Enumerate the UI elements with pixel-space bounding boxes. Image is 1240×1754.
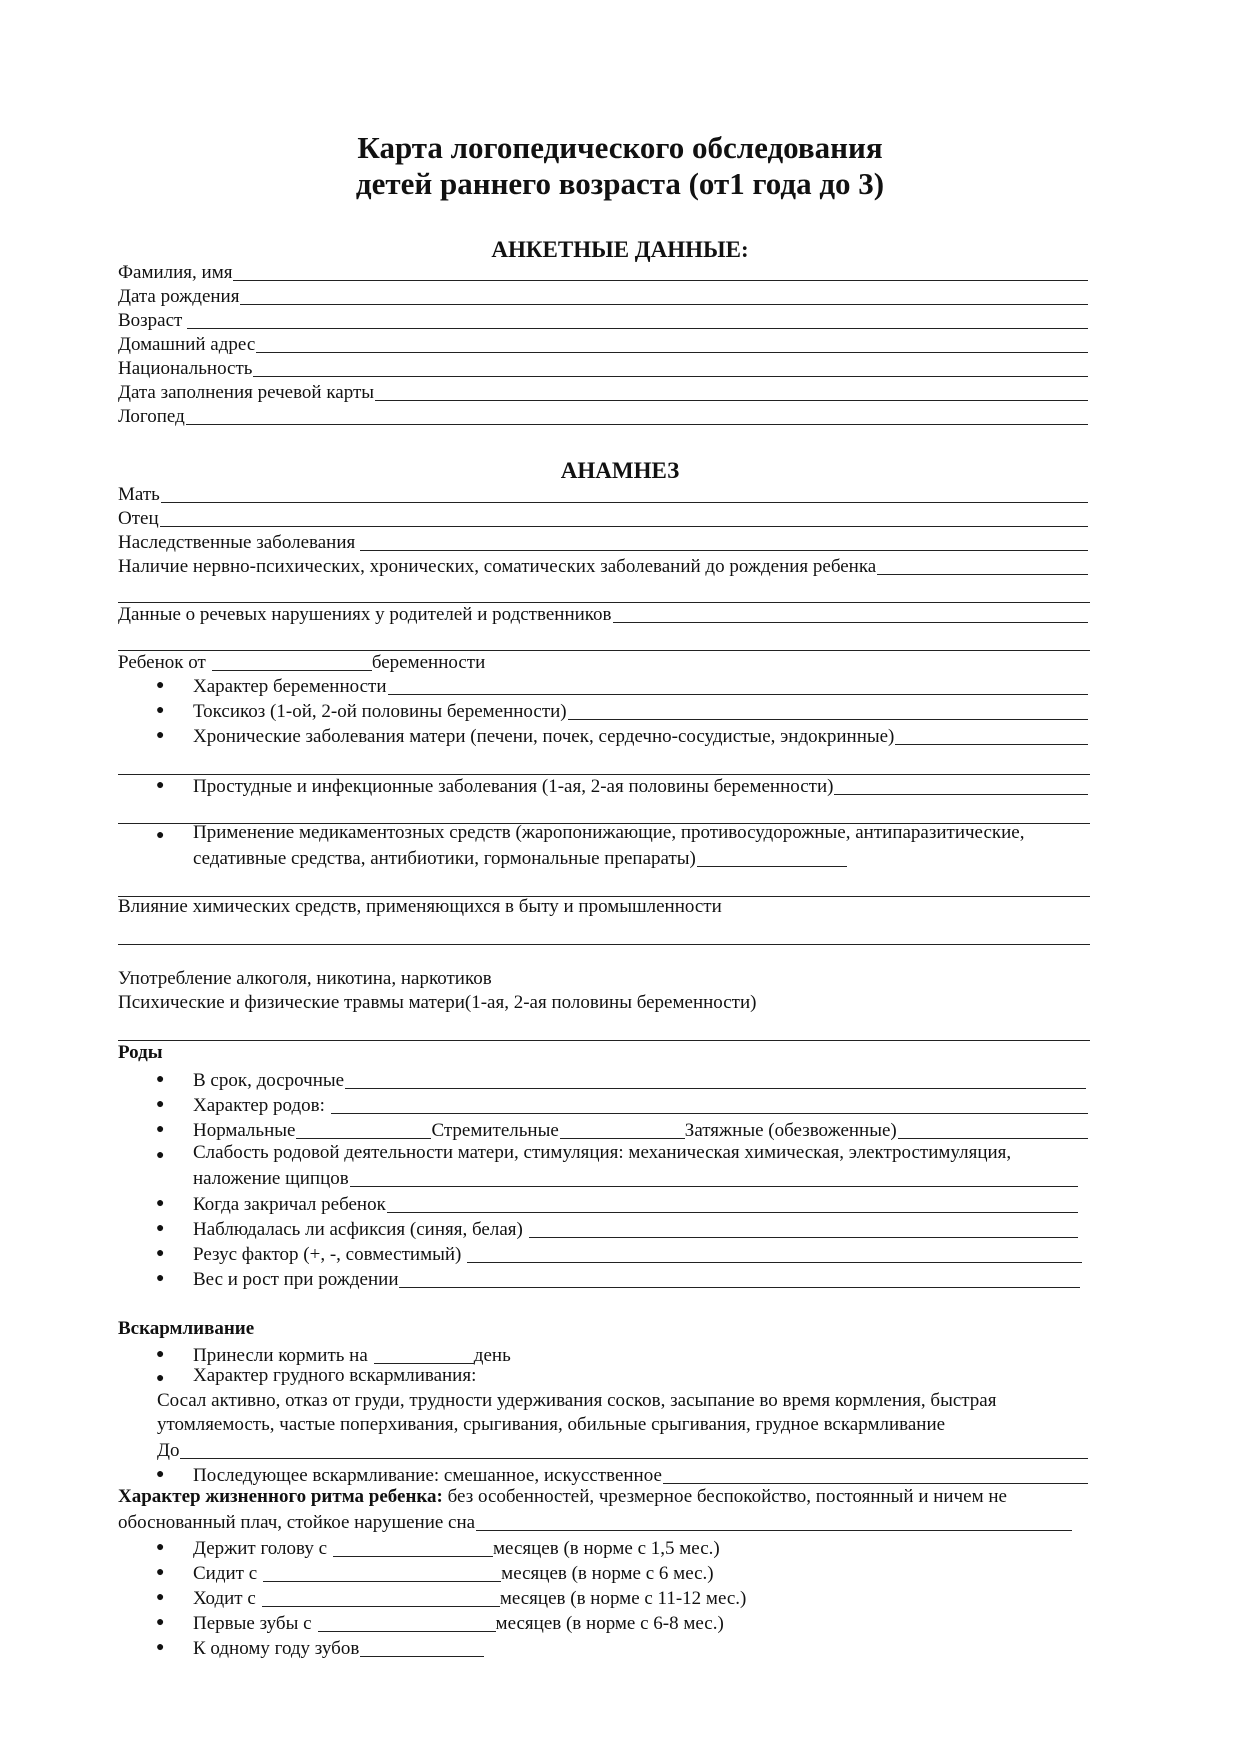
breast-character-label: Характер грудного вскармливания: [193,1365,477,1386]
field-line[interactable] [568,719,1088,720]
bullet-icon: ● [156,1615,165,1630]
field-label: До [157,1440,180,1461]
field-line[interactable] [467,1262,1082,1263]
field-line[interactable] [212,670,372,671]
bullet-icon: ● [156,1148,165,1163]
field-line[interactable] [345,1088,1086,1089]
field-label: Наблюдалась ли асфиксия (синяя, белая) [193,1219,523,1240]
field-label: Первые зубы с [193,1613,312,1634]
field-line[interactable] [318,1631,496,1632]
breast-line-1: Сосал активно, отказ от груди, трудности удерживания сосков, засыпание во время кормления, быстрая [157,1390,997,1411]
field-nationality[interactable] [118,356,1088,380]
field-label: Принесли кормить на [193,1345,368,1366]
field-toxicosis[interactable] [193,699,1088,723]
bullet-icon: ● [156,1540,165,1555]
field-line[interactable] [374,1363,474,1364]
field-asphyxia[interactable] [193,1217,1088,1241]
meds-line-1: Применение медикаментозных средств (жаропонижающие, противосудорожные, антипаразитические, [193,822,1025,843]
bullet-icon: ● [156,1122,165,1137]
bullet-icon: ● [156,1467,165,1482]
field-label: Дата рождения [118,286,240,307]
field-line[interactable] [333,1556,493,1557]
field-colds[interactable] [193,774,1088,798]
field-sits[interactable] [193,1561,1088,1585]
field-label: месяцев (в норме с 11-12 мес.) [499,1588,747,1609]
bullet-icon: ● [156,1565,165,1580]
rhythm-line-1 [118,1486,1007,1508]
birth-heading: Роды [118,1042,163,1063]
weakness-line-1: Слабость родовой деятельности матери, стимуляция: механическая химическая, электростимуляция, [193,1142,1012,1163]
field-label: Характер родов: [193,1095,325,1116]
field-address[interactable] [118,332,1088,356]
feeding-heading: Вскармливание [118,1318,255,1339]
field-age[interactable] [118,308,1088,332]
field-label: месяцев (в норме с 6-8 мес.) [495,1613,724,1634]
field-label: Нормальные [193,1120,296,1141]
field-label: день [473,1345,511,1366]
field-breast-until[interactable] [157,1438,1088,1462]
field-teeth-by-year[interactable] [193,1636,1088,1660]
field-label: Отец [118,508,159,529]
field-line[interactable] [160,526,1088,527]
field-label: Хронические заболевания матери (печени, почек, сердечно-сосудистые, эндокринные) [193,726,895,747]
breast-line-2: утомляемость, частые поперхивания, срыгивания, обильные срыгивания, грудное вскармливание [157,1414,946,1435]
field-label: Стремительные [431,1120,559,1141]
field-label: беременности [371,652,486,673]
field-label: Простудные и инфекционные заболевания (1-ая, 2-ая половины беременности) [193,776,834,797]
field-line[interactable] [388,694,1088,695]
field-label: Национальность [118,358,253,379]
field-label: Последующее вскармливание: смешанное, искусственное [193,1465,662,1486]
field-line[interactable] [350,1186,1078,1187]
blank-line[interactable] [118,944,1090,945]
field-label: месяцев (в норме с 1,5 мес.) [493,1538,720,1559]
field-line[interactable] [256,352,1088,353]
field-line[interactable] [476,1530,1072,1531]
field-line[interactable] [375,400,1088,401]
rhythm-text: без особенностей, чрезмерное беспокойство, постоянный и ничем не [442,1486,1007,1507]
bullet-icon: ● [156,678,165,693]
field-label: Токсикоз (1-ой, 2-ой половины беременности) [193,701,567,722]
field-line[interactable] [399,1287,1080,1288]
field-label: Наличие нервно-психических, хронических, соматических заболеваний до рождения ребенка [118,556,877,577]
field-label: Затяжные (обезвоженные) [684,1120,897,1141]
field-line[interactable] [895,744,1088,745]
field-label: Сидит с [193,1563,258,1584]
bullet-icon: ● [156,1072,165,1087]
field-label: Дата заполнения речевой карты [118,382,375,403]
blank-line[interactable] [118,1040,1090,1041]
field-line[interactable] [529,1237,1078,1238]
field-line[interactable] [613,622,1088,623]
field-label: В срок, досрочные [193,1070,345,1091]
field-pregnancy-character[interactable] [193,674,1088,698]
field-label: Фамилия, имя [118,262,233,283]
field-line[interactable] [331,1113,1088,1114]
field-line[interactable] [263,1581,501,1582]
field-label: Наследственные заболевания [118,532,356,553]
field-label: наложение щипцов [193,1168,349,1189]
field-sleep-disorder[interactable] [118,1510,1072,1534]
section-heading-anamnesis: АНАМНЕЗ [560,458,680,483]
field-label: Когда закричал ребенок [193,1194,386,1215]
field-label: обоснованный плач, стойкое нарушение сна [118,1512,476,1533]
field-line[interactable] [240,304,1088,305]
field-brought-on-day[interactable] [193,1343,1088,1367]
bullet-icon: ● [156,778,165,793]
field-label: Домашний адрес [118,334,256,355]
field-line[interactable] [877,574,1088,575]
field-line[interactable] [834,794,1088,795]
field-label: Логопед [118,406,185,427]
field-line[interactable] [262,1606,500,1607]
field-medications[interactable] [193,846,1088,870]
field-fill-date[interactable] [118,380,1088,404]
field-line[interactable] [360,1656,484,1657]
bullet-icon: ● [156,703,165,718]
field-hereditary[interactable] [118,530,1088,554]
field-birth-type[interactable] [193,1118,1088,1142]
bullet-icon: ● [156,828,165,843]
field-label: Вес и рост при рождении [193,1269,399,1290]
page-title [0,130,1240,202]
bullet-icon: ● [156,1196,165,1211]
chemicals-label: Влияние химических средств, применяющихся в быту и промышленности [118,896,722,917]
field-label: К одному году зубов [193,1638,360,1659]
field-mother[interactable] [118,482,1088,506]
alcohol-label: Употребление алкоголя, никотина, наркотиков [118,968,492,989]
title-line-1: Карта логопедического обследования [357,130,883,165]
field-birth-date[interactable] [118,284,1088,308]
field-label: седативные средства, антибиотики, гормональные препараты) [193,848,696,869]
field-on-time[interactable] [193,1068,1088,1092]
field-label: Мать [118,484,160,505]
field-birth-character[interactable] [193,1093,1088,1117]
field-chronic-mother[interactable] [193,724,1088,748]
field-label: Ходит с [193,1588,256,1609]
traumas-label: Психические и физические травмы матери(1-ая, 2-ая половины беременности) [118,992,757,1013]
field-label: Резус фактор (+, -, совместимый) [193,1244,462,1265]
field-forceps[interactable] [193,1166,1088,1190]
field-line[interactable] [360,550,1088,551]
field-line[interactable] [560,1138,685,1139]
bullet-icon: ● [156,1590,165,1605]
field-line[interactable] [296,1138,431,1139]
field-label: Данные о речевых нарушениях у родителей и родственников [118,604,612,625]
field-line[interactable] [387,1212,1078,1213]
field-label: Держит голову с [193,1538,328,1559]
bullet-icon: ● [156,1640,165,1655]
field-line[interactable] [663,1483,1088,1484]
bullet-icon: ● [156,728,165,743]
field-weight-height[interactable] [193,1267,1088,1291]
field-surname-name[interactable] [118,260,1088,284]
field-label: Ребенок от [118,652,206,673]
field-line[interactable] [187,328,1088,329]
field-father[interactable] [118,506,1088,530]
field-label: Характер беременности [193,676,387,697]
field-label: Возраст [118,310,183,331]
field-label: месяцев (в норме с 6 мес.) [501,1563,714,1584]
field-first-teeth[interactable] [193,1611,1088,1635]
bullet-icon: ● [156,1221,165,1236]
bullet-icon: ● [156,1246,165,1261]
field-holds-head[interactable] [193,1536,1088,1560]
bullet-icon: ● [156,1097,165,1112]
field-parents-speech[interactable] [118,602,1088,626]
field-line[interactable] [898,1138,1088,1139]
bullet-icon: ● [156,1371,165,1386]
title-line-2: детей раннего возраста (от1 года до 3) [355,166,885,201]
field-line[interactable] [253,376,1088,377]
field-line[interactable] [180,1458,1088,1459]
field-chronic-before-birth[interactable] [118,554,1088,578]
field-subsequent-feeding[interactable] [193,1463,1088,1487]
field-walks[interactable] [193,1586,1088,1610]
field-first-cry[interactable] [193,1192,1088,1216]
bullet-icon: ● [156,1271,165,1286]
field-line[interactable] [186,424,1088,425]
bullet-icon: ● [156,1347,165,1362]
rhythm-label: Характер жизненного ритма ребенка: [118,1486,443,1507]
field-pregnancy-number[interactable] [118,650,1088,674]
field-rhesus[interactable] [193,1242,1088,1266]
field-line[interactable] [233,280,1088,281]
field-line[interactable] [161,502,1088,503]
field-line[interactable] [697,866,847,867]
section-heading-personal: АНКЕТНЫЕ ДАННЫЕ: [491,237,749,262]
field-speech-therapist[interactable] [118,404,1088,428]
